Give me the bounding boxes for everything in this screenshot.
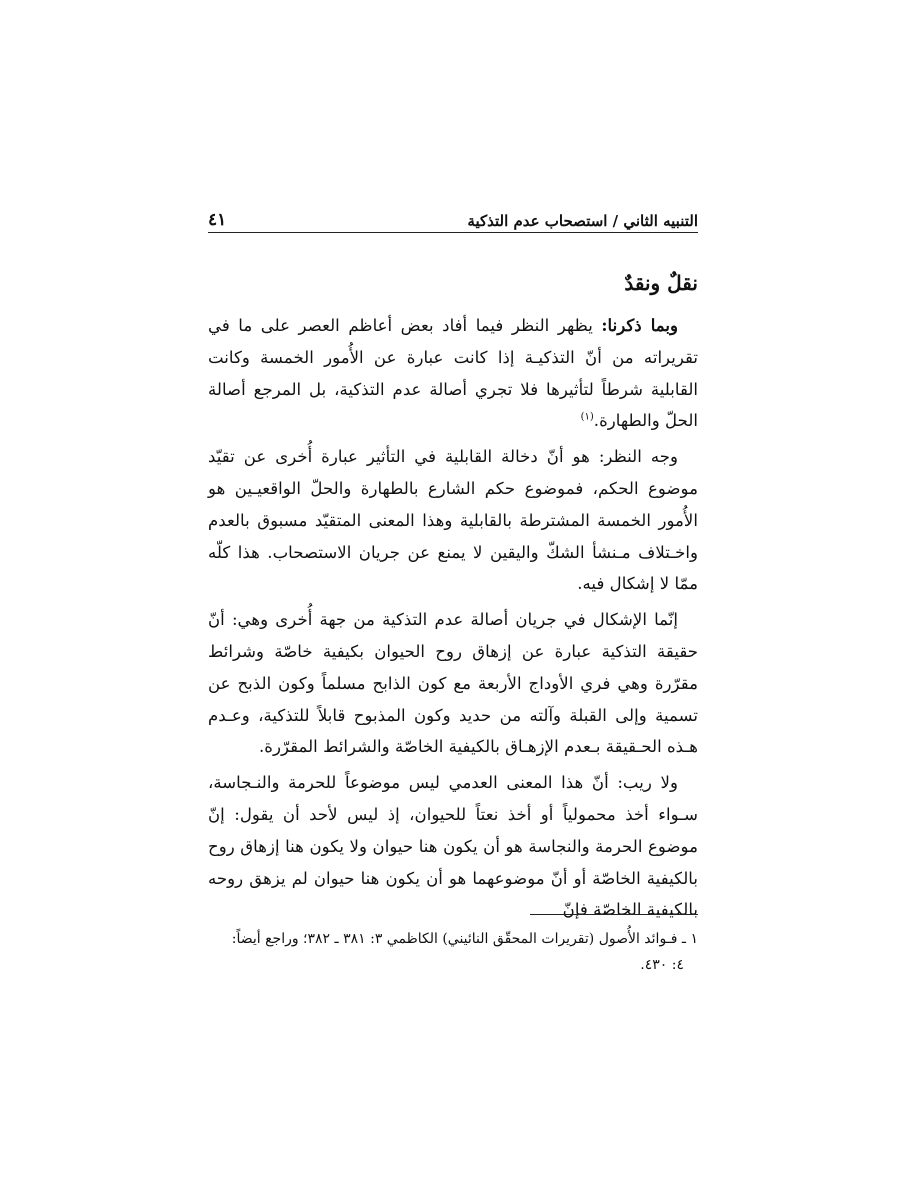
paragraph-1 <box>208 310 698 437</box>
header-divider <box>208 232 698 233</box>
footnote-reference: (١) <box>580 411 594 423</box>
footnote-line-1: ١ ـ فـوائد الأُصول (تقريرات المحقّق النائيني) الكاظمي ٣: ٣٨١ ـ ٣٨٢؛ وراجع أيضاً: <box>231 931 698 947</box>
paragraph-4: ولا ريب: أنّ هذا المعنى العدمي ليس موضوعاً للحرمة والنـجاسة، سـواء أخذ محمولياً أو أخذ نعتاً للحيوان، إذ ليس لأحد أن يقول: إنّ موضوع الحرمة والنجاسة هو أن يكون هنا حيوان ولا يكون هنا إزهاق روح بالكيفية الخاصّة أو أنّ موضوعهما هو أن يكون هنا حيوان لم يزهق روحه بالكيفية الخاصّة فإنّ <box>208 773 698 920</box>
main-text <box>208 268 698 930</box>
paragraph-3: إنّما الإشكال في جريان أصالة عدم التذكية من جهة أُخرى وهي: أنّ حقيقة التذكية عبارة عن إزهاق روح الحيوان بكيفية خاصّة وشرائط مقرّرة وهي فري الأوداج الأربعة مع كون الذابح مسلماً وكون الذبح عن تسمية وإلى القبلة وآلته من حديد وكون المذبوح قابلاً للتذكية، وعـدم هـذه الحـقيقة بـعدم الإزهـاق بالكيفية الخاصّة والشرائط المقرّرة. <box>208 610 698 757</box>
running-header-title: التنبيه الثاني / استصحاب عدم التذكية <box>467 212 698 230</box>
footnote <box>208 926 698 978</box>
paragraph-2: وجه النظر: هو أنّ دخالة القابلية في التأثير عبارة أُخرى عن تقيّد موضوع الحكم، فموضوع حكم الشارع بالطهارة والحلّ الواقعيـين هو الأُمور الخمسة المشترطة بالقابلية وهذا المعنى المتقيّد مسبوق بالعدم واخـتلاف مـنشأ الشكّ واليقين لا يمنع عن جريان الاستصحاب. هذا كلّه ممّا لا إشكال فيه. <box>208 447 698 594</box>
section-heading: نقلٌ ونقدٌ <box>624 271 698 295</box>
paragraph-1-text: يظهر النظر فيما أفاد بعض أعاظم العصر على ما في تقريراته من أنّ التذكيـة إذا كانت عبارة عن الأُمور الخمسة وكانت القابلية شرطاً لتأثيرها فلا تجري أصالة عدم التذكية، بل المرجع أصالة الحلّ والطهارة. <box>208 316 698 431</box>
page-number: ٤١ <box>208 210 227 230</box>
running-header <box>208 206 698 230</box>
footnote-divider <box>530 914 698 915</box>
paragraph-1-lead: وبما ذكرنا: <box>601 315 678 335</box>
footnote-line-2: ٤: ٤٣٠. <box>640 957 684 973</box>
